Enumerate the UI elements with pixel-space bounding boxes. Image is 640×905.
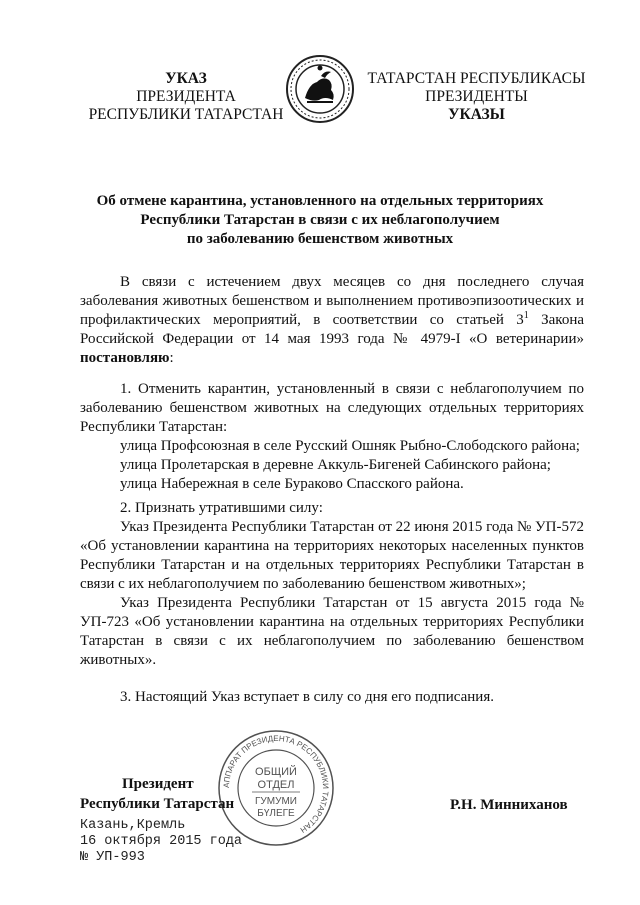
stamp-line: ОБЩИЙ (255, 766, 297, 778)
signatory-name: Р.Н. Минниханов (450, 797, 568, 813)
revoked-decree-1: Указ Президента Республики Татарстан от 22 июня 2015 года № УП-572 «Об установлении карантина на территориях некоторых населенных пунктов Республики Татарстан и на отдельных территориях Республики Татарстан в связи с их неблагополучием по заболеванию бешенством животных»; (80, 519, 584, 592)
article-superscript: 1 (523, 310, 529, 321)
header-right (364, 70, 589, 124)
header-right-line2: ПРЕЗИДЕНТЫ (425, 88, 528, 105)
street-item: улица Набережная в селе Бураково Спасского района. (120, 476, 464, 492)
signature-line: Республики Татарстан (80, 796, 235, 812)
document-title (60, 192, 580, 249)
stamp-line: ОТДЕЛ (257, 779, 295, 791)
footer-date: 16 октября 2015 года (80, 834, 243, 849)
header-left-line2: ПРЕЗИДЕНТА (136, 88, 236, 105)
preamble-text: В связи с истечением двух месяцев со дня последнего случая заболевания животных бешенством и выполнением противоэпизоотических и профилактических мероприятий, в соответствии со статьей 3 (80, 274, 584, 328)
item-3-text: 3. Настоящий Указ вступает в силу со дня его подписания. (120, 689, 494, 705)
decree-word: постановляю (80, 350, 170, 366)
header-right-line1: ТАТАРСТАН РЕСПУБЛИКАСЫ (367, 70, 586, 87)
street-item: улица Пролетарская в деревне Аккуль-Бигеней Сабинского района; (120, 457, 551, 473)
item-1 (80, 380, 584, 494)
signature-position (80, 774, 250, 814)
stamp-ring-text: АППАРАТ ПРЕЗИДЕНТА РЕСПУБЛИКИ ТАТАРСТАН (221, 733, 331, 835)
title-line: Республики Татарстан в связи с их неблагополучием (140, 212, 500, 228)
header-left (86, 70, 286, 124)
header-left-title: УКАЗ (165, 70, 207, 87)
header-right-title: УКАЗЫ (448, 106, 505, 123)
item-3 (80, 688, 584, 707)
item-2-heading: 2. Признать утратившими силу: (120, 500, 323, 516)
street-item: улица Профсоюзная в селе Русский Ошняк Рыбно-Слободского района; (120, 438, 580, 454)
footer-number: № УП-993 (80, 850, 145, 865)
signature-line: Президент (122, 776, 194, 792)
coat-of-arms-icon (285, 54, 355, 124)
revoked-decree-2: Указ Президента Республики Татарстан от 15 августа 2015 года № УП-723 «Об установлении карантина на отдельных территориях Республики Татарстан в связи с их неблагополучием по заболеванию бешенством животных». (80, 595, 584, 668)
footer-place: Казань,Кремль (80, 818, 186, 833)
item-1-text: 1. Отменить карантин, установленный в связи с неблагополучием по заболеванию бешенством животных на следующих отдельных территориях Республики Татарстан: (80, 381, 584, 435)
preamble-text-2: Закона Российской Федерации от 14 мая 1993 года № 4979-I «О ветеринарии» (80, 312, 585, 347)
preamble (80, 273, 584, 368)
preamble-colon: : (169, 350, 174, 366)
header-left-line3: РЕСПУБЛИКИ ТАТАРСТАН (88, 106, 284, 123)
title-line: Об отмене карантина, установленного на отдельных территориях (96, 193, 544, 209)
stamp-line: ГУМУМИ (255, 796, 297, 807)
stamp-line: БҮЛЕГЕ (257, 808, 295, 819)
item-2 (80, 499, 584, 670)
title-line: по заболеванию бешенством животных (186, 231, 454, 247)
